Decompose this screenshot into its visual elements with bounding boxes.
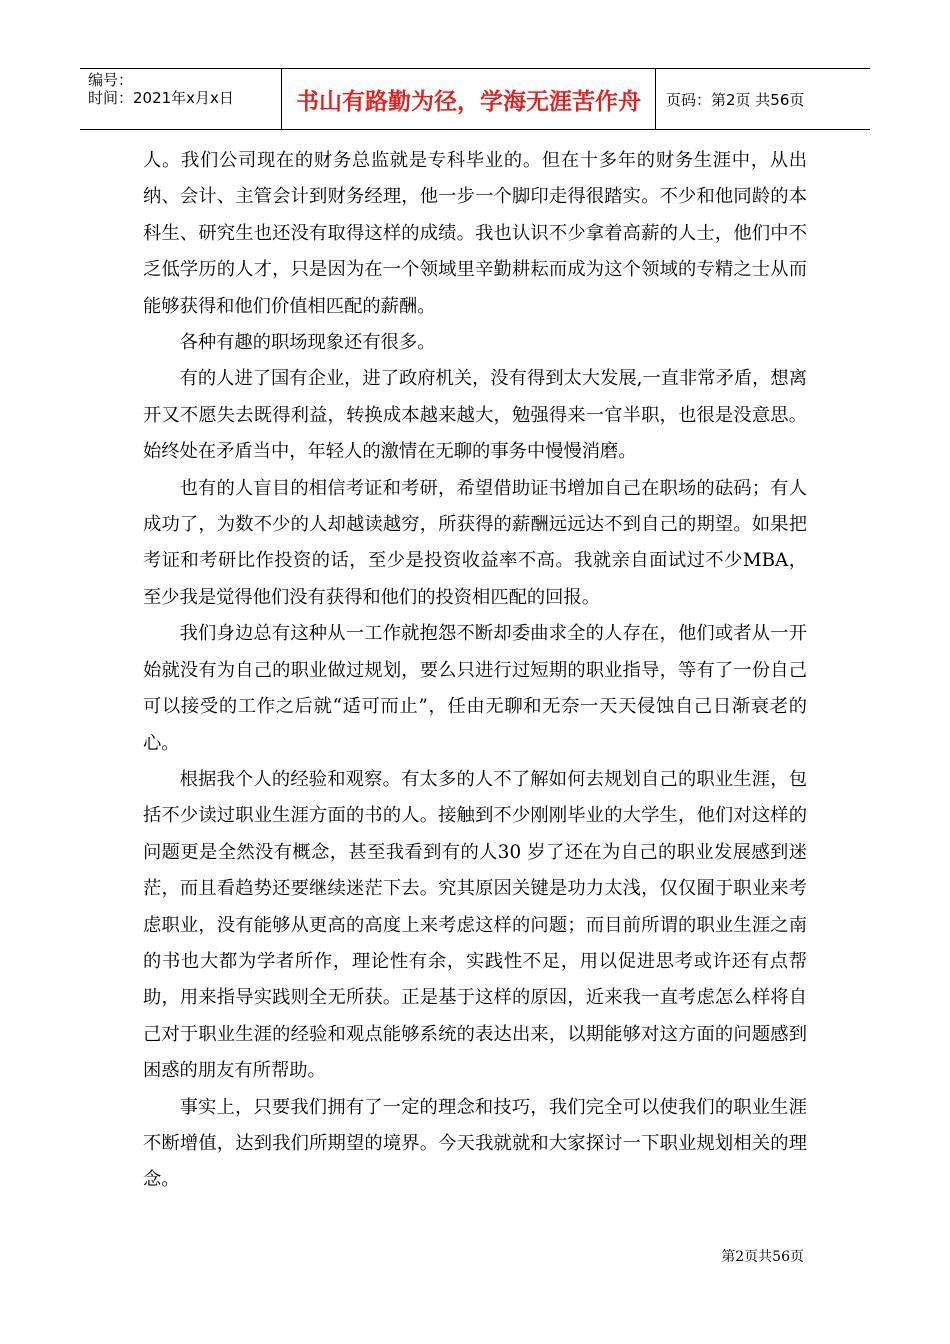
paragraph: 事实上，只要我们拥有了一定的理念和技巧，我们完全可以使我们的职业生涯不断增值，达到我们所期望的境界。今天我就就和大家探讨一下职业规划相关的理念。	[143, 1096, 807, 1191]
document-time-label: 时间：2021年x月x日	[88, 89, 234, 107]
page-header	[80, 68, 870, 130]
paragraph: 各种有趣的职场现象还有很多。	[179, 332, 436, 354]
page-footer: 第2页共56页	[721, 1249, 804, 1265]
document-body	[143, 143, 807, 1199]
header-page-number: 页码：第2页 共56页	[666, 90, 805, 109]
paragraph: 有的人进了国有企业，进了政府机关，没有得到太大发展,一直非常矛盾，想离开又不愿失去既得利益，转换成本越来越大，勉强得来一官半职，也很是没意思。始终处在矛盾当中，年轻人的激情在无聊的事务中慢慢消磨。	[143, 368, 807, 463]
header-meta	[80, 69, 282, 129]
document-number-label: 编号：	[88, 71, 134, 89]
paragraph: 人。我们公司现在的财务总监就是专科毕业的。但在十多年的财务生涯中，从出纳、会计、主管会计到财务经理，他一步一个脚印走得很踏实。不少和他同龄的本科生、研究生也还没有取得这样的成绩。我也认识不少拿着高薪的人士，他们中不乏低学历的人才，只是因为在一个领域里辛勤耕耘而成为这个领域的专精之士从而能够获得和他们价值相匹配的薪酬。	[143, 150, 807, 317]
paragraph: 我们身边总有这种从一工作就抱怨不断却委曲求全的人存在，他们或者从一开始就没有为自己的职业做过规划，要么只进行过短期的职业指导，等有了一份自己可以接受的工作之后就“适可而止”，任由无聊和无奈一天天侵蚀自己日渐衰老的心。	[143, 623, 807, 754]
paragraph: 也有的人盲目的相信考证和考研，希望借助证书增加自己在职场的砝码；有人成功了，为数不少的人却越读越穷，所获得的薪酬远远达不到自己的期望。如果把考证和考研比作投资的话，至少是投资收益率不高。我就亲自面试过不少MBA，至少我是觉得他们没有获得和他们的投资相匹配的回报。	[143, 477, 807, 608]
header-motto: 书山有路勤为径，学海无涯苦作舟	[282, 69, 656, 129]
paragraph: 根据我个人的经验和观察。有太多的人不了解如何去规划自己的职业生涯，包括不少读过职业生涯方面的书的人。接触到不少刚刚毕业的大学生，他们对这样的问题更是全然没有概念，甚至我看到有的人30 岁了还在为自己的职业发展感到迷茫，而且看趋势还要继续迷茫下去。究其原因关键是功力太浅，仅仅囿于职业来考虑职业，没有能够从更高的高度上来考虑这样的问题；而目前所谓的职业生涯之南的书也大都为学者所作，理论性有余，实践性不足，用以促进思考或许还有点帮助，用来指导实践则全无所获。正是基于这样的原因，近来我一直考虑怎么样将自己对于职业生涯的经验和观点能够系统的表达出来，以期能够对这方面的问题感到困惑的朋友有所帮助。	[143, 768, 807, 1082]
